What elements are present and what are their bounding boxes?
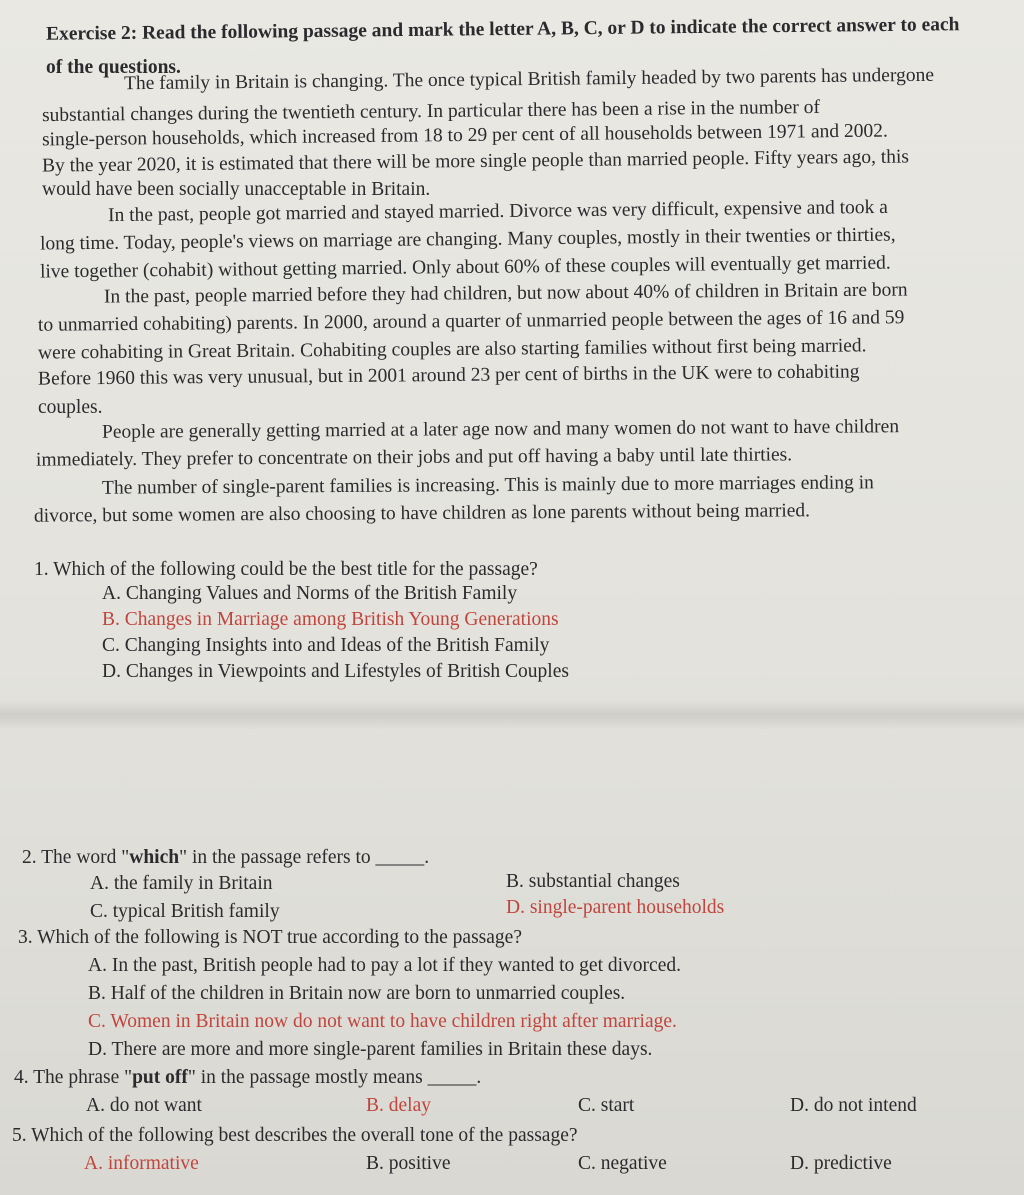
question-3-option-b[interactable]: B. Half of the children in Britain now are born to unmarried couples. — [88, 983, 626, 1004]
passage-line: immediately. They prefer to concentrate on their jobs and put off having a baby until late thirties. — [35, 444, 793, 471]
passage-line: single-person households, which increased from 18 to 29 per cent of all households between 1971 and 2002. — [41, 120, 888, 151]
question-2-stem-end: " in the passage refers to _____. — [179, 847, 430, 868]
question-5-option-c[interactable]: C. negative — [578, 1153, 667, 1174]
passage-line: were cohabiting in Great Britain. Cohabiting couples are also starting families without first being married. — [37, 335, 867, 364]
passage-line: live together (cohabit) without getting married. Only about 60% of these couples will eventually get married. — [39, 252, 891, 283]
question-4-stem-end: " in the passage mostly means _____. — [187, 1067, 482, 1088]
passage-line: In the past, people married before they had children, but now about 40% of children in Britain are born — [103, 279, 908, 308]
exercise-title: Exercise 2: Read the following passage and mark the letter A, B, C, or D to indicate the correct answer to each — [45, 14, 960, 45]
question-2-option-a[interactable]: A. the family in Britain — [90, 873, 273, 894]
question-5-option-b[interactable]: B. positive — [366, 1153, 451, 1174]
question-2-option-d[interactable]: D. single-parent households — [506, 897, 725, 918]
question-4-option-b[interactable]: B. delay — [366, 1095, 431, 1116]
passage-line: substantial changes during the twentieth century. In particular there has been a rise in the number of — [41, 96, 821, 127]
question-1-stem: 1. Which of the following could be the best title for the passage? — [34, 559, 538, 580]
question-1-option-b[interactable]: B. Changes in Marriage among British Young Generations — [102, 609, 559, 630]
passage-line: People are generally getting married at a later age now and many women do not want to have children — [101, 416, 900, 443]
question-2-option-c[interactable]: C. typical British family — [90, 901, 280, 922]
question-2-stem-start: 2. The word " — [22, 847, 130, 868]
question-4-stem — [14, 1066, 481, 1090]
question-5-option-a[interactable]: A. informative — [84, 1153, 199, 1174]
question-5-option-d[interactable]: D. predictive — [790, 1153, 892, 1174]
passage-line: Before 1960 this was very unusual, but in 2001 around 23 per cent of births in the UK were to cohabiting — [37, 361, 860, 390]
passage-line: couples. — [38, 397, 103, 418]
question-3-stem: 3. Which of the following is NOT true according to the passage? — [18, 927, 522, 948]
question-2-option-b[interactable]: B. substantial changes — [506, 871, 680, 892]
question-3-option-a[interactable]: A. In the past, British people had to pay a lot if they wanted to get divorced. — [88, 955, 681, 976]
passage-line: divorce, but some women are also choosing to have children as lone parents without being married. — [33, 500, 811, 527]
passage-line: By the year 2020, it is estimated that there will be more single people than married people. Fifty years ago, this — [41, 146, 910, 177]
passage-line: The number of single-parent families is increasing. This is mainly due to more marriages ending in — [101, 472, 874, 499]
question-5-stem: 5. Which of the following best describes the overall tone of the passage? — [12, 1125, 578, 1146]
question-3-option-d[interactable]: D. There are more and more single-parent families in Britain these days. — [88, 1039, 653, 1060]
question-2-keyword: which — [129, 847, 180, 868]
passage-line: In the past, people got married and stayed married. Divorce was very difficult, expensive and took a — [107, 196, 889, 227]
question-3-option-c[interactable]: C. Women in Britain now do not want to have children right after marriage. — [88, 1011, 677, 1032]
question-4-option-c[interactable]: C. start — [578, 1095, 635, 1116]
passage-line: would have been socially unacceptable in Britain. — [42, 179, 431, 200]
question-1-option-c[interactable]: C. Changing Insights into and Ideas of the British Family — [102, 635, 550, 656]
question-2-stem — [22, 846, 429, 870]
exercise-title-continued: of the questions. — [46, 57, 181, 78]
question-4-stem-start: 4. The phrase " — [14, 1067, 133, 1088]
paper-fold-shadow — [0, 700, 1024, 730]
question-1-option-d[interactable]: D. Changes in Viewpoints and Lifestyles of British Couples — [102, 661, 569, 682]
question-4-option-a[interactable]: A. do not want — [86, 1095, 202, 1116]
passage-line: to unmarried cohabiting) parents. In 2000, around a quarter of unmarried people between the ages of 16 and 59 — [37, 307, 905, 336]
question-4-keyword: put off — [132, 1067, 188, 1088]
question-4-option-d[interactable]: D. do not intend — [790, 1095, 917, 1116]
question-1-option-a[interactable]: A. Changing Values and Norms of the British Family — [102, 583, 518, 604]
passage-line: long time. Today, people's views on marriage are changing. Many couples, mostly in their twenties or thirties, — [39, 224, 896, 255]
passage-line: The family in Britain is changing. The once typical British family headed by two parents has undergone — [123, 64, 935, 95]
